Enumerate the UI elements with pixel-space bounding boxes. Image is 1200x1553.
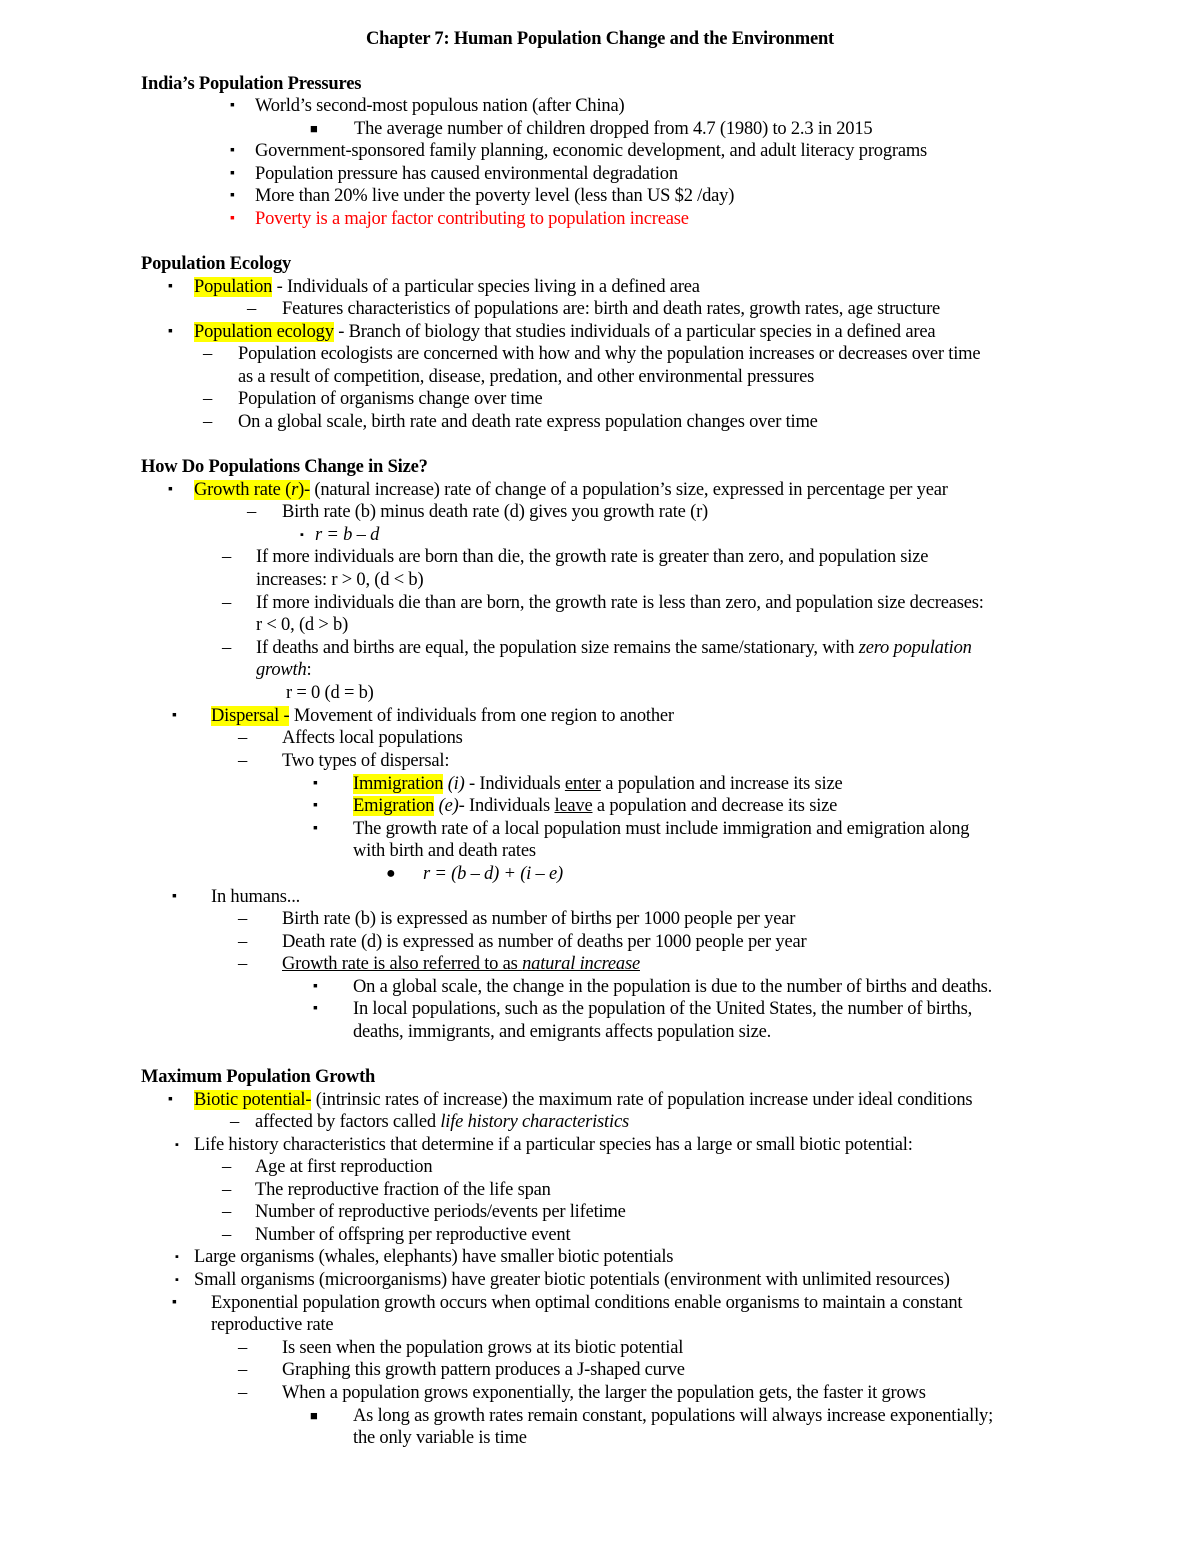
biotic-sub-1: affected by factors called life history characteristics <box>255 1112 629 1132</box>
exponential-item-b: reproductive rate <box>211 1315 334 1335</box>
bullet-marker: ▪ <box>175 1139 179 1151</box>
dash-marker: – <box>222 638 232 658</box>
exponential-item-a: Exponential population growth occurs when optimal conditions enable organisms to maintain a constant <box>211 1293 963 1313</box>
dash-marker: – <box>203 389 213 409</box>
growth-sub-4a: If deaths and births are equal, the population size remains the same/stationary, with zero population <box>256 638 972 658</box>
growth-sub-2b: increases: r > 0, (d < b) <box>256 570 424 590</box>
term-biotic-potential: Biotic potential- <box>194 1090 312 1110</box>
exponential-sub-3: When a population grows exponentially, the larger the population gets, the faster it grows <box>282 1383 926 1403</box>
dash-marker: – <box>238 751 248 771</box>
growth-sub-4c: r = 0 (d = b) <box>286 683 374 703</box>
exponential-sub-3a-a: As long as growth rates remain constant, populations will always increase exponentially; <box>353 1406 994 1426</box>
population-sub-1: Features characteristics of populations are: birth and death rates, growth rates, age structure <box>282 299 941 319</box>
local-growth-b: with birth and death rates <box>353 841 536 861</box>
dash-marker: – <box>222 547 232 567</box>
india-item-2: Government-sponsored family planning, economic development, and adult literacy programs <box>255 141 928 161</box>
humans-heading: In humans... <box>211 887 301 907</box>
growth-sub-3b: r < 0, (d > b) <box>256 615 349 635</box>
india-item-3: Population pressure has caused environmental degradation <box>255 164 678 184</box>
growth-sub-1: Birth rate (b) minus death rate (d) gives you growth rate (r) <box>282 502 709 522</box>
dash-marker: – <box>238 1383 248 1403</box>
bullet-marker: ▪ <box>230 211 235 226</box>
dash-marker: – <box>203 344 213 364</box>
bullet-marker: ▪ <box>230 188 235 203</box>
dash-marker: – <box>222 593 232 613</box>
term-population: Population <box>194 277 273 297</box>
life-history-sub-3: Number of reproductive periods/events per lifetime <box>255 1202 626 1222</box>
term-immigration: Immigration <box>353 774 444 794</box>
exponential-sub-3a-b: the only variable is time <box>353 1428 527 1448</box>
life-history-sub-4: Number of offspring per reproductive event <box>255 1225 571 1245</box>
definition-text: - Branch of biology that studies individuals of a particular species in a defined area <box>333 322 936 342</box>
ecology-sub-2: Population of organisms change over time <box>238 389 543 409</box>
exponential-sub-1: Is seen when the population grows at its biotic potential <box>282 1338 684 1358</box>
dash-marker: – <box>203 412 213 432</box>
small-organisms-item: Small organisms (microorganisms) have greater biotic potentials (environment with unlimited resources) <box>194 1270 950 1290</box>
definition-text: - Individuals of a particular species living in a defined area <box>272 277 700 297</box>
bullet-marker: ▪ <box>300 529 304 541</box>
growth-equation: r = b – d <box>315 525 380 545</box>
dash-marker: – <box>222 1180 232 1200</box>
dispersal-sub-2: Two types of dispersal: <box>282 751 450 771</box>
dash-marker: – <box>222 1225 232 1245</box>
dispersal-sub-1: Affects local populations <box>282 728 463 748</box>
local-growth-a: The growth rate of a local population must include immigration and emigration along <box>353 819 970 839</box>
dispersal-definition <box>211 705 674 727</box>
dash-marker: – <box>247 299 257 319</box>
humans-sub-1: Birth rate (b) is expressed as number of births per 1000 people per year <box>282 909 796 929</box>
emigration-definition: Emigration (e)- Individuals leave a population and decrease its size <box>353 796 838 816</box>
term-population-ecology: Population ecology <box>194 322 334 342</box>
heading-ecology: Population Ecology <box>141 254 292 274</box>
local-growth-equation: r = (b – d) + (i – e) <box>423 864 563 884</box>
bullet-marker: ▪ <box>313 1001 318 1016</box>
india-item-5: Poverty is a major factor contributing to population increase <box>255 209 689 229</box>
bullet-marker: ▪ <box>230 166 235 181</box>
square-bullet-marker: ■ <box>310 121 318 136</box>
dot-marker: ● <box>386 865 396 882</box>
india-item-1: World’s second-most populous nation (after China) <box>255 96 625 116</box>
bullet-marker: ▪ <box>313 776 318 791</box>
ecology-sub-1b: as a result of competition, disease, predation, and other environmental pressures <box>238 367 815 387</box>
heading-max-growth: Maximum Population Growth <box>141 1067 376 1087</box>
life-history-item: Life history characteristics that determine if a particular species has a large or small biotic potential: <box>194 1135 913 1155</box>
dash-marker: – <box>230 1112 240 1132</box>
definition-text: (natural increase) rate of change of a population’s size, expressed in percentage per year <box>309 480 948 500</box>
term-growth-rate: Growth rate (r)- <box>194 480 310 500</box>
humans-sub-3: Growth rate is also referred to as natural increase <box>282 954 640 974</box>
india-item-4: More than 20% live under the poverty level (less than US $2 /day) <box>255 186 735 206</box>
humans-sub-3a: On a global scale, the change in the population is due to the number of births and deaths. <box>353 977 993 997</box>
immigration-definition: Immigration (i) - Individuals enter a population and increase its size <box>353 774 843 794</box>
definition-text: (intrinsic rates of increase) the maximum rate of population increase under ideal conditions <box>311 1090 973 1110</box>
humans-sub-3b-a: In local populations, such as the population of the United States, the number of births, <box>353 999 972 1019</box>
bullet-marker: ▪ <box>168 482 173 497</box>
bullet-marker: ▪ <box>230 143 235 158</box>
growth-sub-3a: If more individuals die than are born, the growth rate is less than zero, and population size decreases: <box>256 593 984 613</box>
dash-marker: – <box>222 1202 232 1222</box>
bullet-marker: ▪ <box>313 979 318 994</box>
term-dispersal: Dispersal - <box>211 706 290 726</box>
bullet-marker: ▪ <box>172 889 177 904</box>
dash-marker: – <box>238 932 248 952</box>
dash-marker: – <box>247 502 257 522</box>
humans-sub-2: Death rate (d) is expressed as number of deaths per 1000 people per year <box>282 932 807 952</box>
dash-marker: – <box>238 728 248 748</box>
bullet-marker: ▪ <box>168 1092 173 1107</box>
dash-marker: – <box>222 1157 232 1177</box>
india-item-1a: The average number of children dropped from 4.7 (1980) to 2.3 in 2015 <box>354 119 873 139</box>
bullet-marker: ▪ <box>168 324 173 339</box>
bullet-marker: ▪ <box>313 821 318 836</box>
life-history-sub-1: Age at first reproduction <box>255 1157 433 1177</box>
heading-change: How Do Populations Change in Size? <box>141 457 428 477</box>
growth-sub-2a: If more individuals are born than die, the growth rate is greater than zero, and population size <box>256 547 929 567</box>
bullet-marker: ▪ <box>172 708 177 723</box>
heading-india: India’s Population Pressures <box>141 74 362 94</box>
population-definition <box>194 276 700 298</box>
life-history-sub-2: The reproductive fraction of the life span <box>255 1180 551 1200</box>
bullet-marker: ▪ <box>175 1251 179 1263</box>
large-organisms-item: Large organisms (whales, elephants) have smaller biotic potentials <box>194 1247 674 1267</box>
dash-marker: – <box>238 954 248 974</box>
biotic-potential-definition <box>194 1089 972 1111</box>
bullet-marker: ▪ <box>230 98 235 113</box>
bullet-marker: ▪ <box>172 1295 177 1310</box>
term-emigration: Emigration <box>353 796 435 816</box>
dash-marker: – <box>238 1338 248 1358</box>
humans-sub-3b-b: deaths, immigrants, and emigrants affects population size. <box>353 1022 772 1042</box>
dash-marker: – <box>238 909 248 929</box>
dash-marker: – <box>238 1360 248 1380</box>
bullet-marker: ▪ <box>313 798 318 813</box>
population-ecology-definition <box>194 321 935 343</box>
ecology-sub-3: On a global scale, birth rate and death rate express population changes over time <box>238 412 818 432</box>
exponential-sub-2: Graphing this growth pattern produces a J-shaped curve <box>282 1360 685 1380</box>
definition-text: Movement of individuals from one region to another <box>289 706 674 726</box>
growth-sub-4b: growth: <box>256 660 312 680</box>
square-bullet-marker: ■ <box>310 1408 318 1423</box>
bullet-marker: ▪ <box>175 1274 179 1286</box>
ecology-sub-1a: Population ecologists are concerned with how and why the population increases or decreases over time <box>238 344 981 364</box>
page-title: Chapter 7: Human Population Change and the Environment <box>365 29 835 49</box>
bullet-marker: ▪ <box>168 279 173 294</box>
growth-rate-definition <box>194 479 948 501</box>
